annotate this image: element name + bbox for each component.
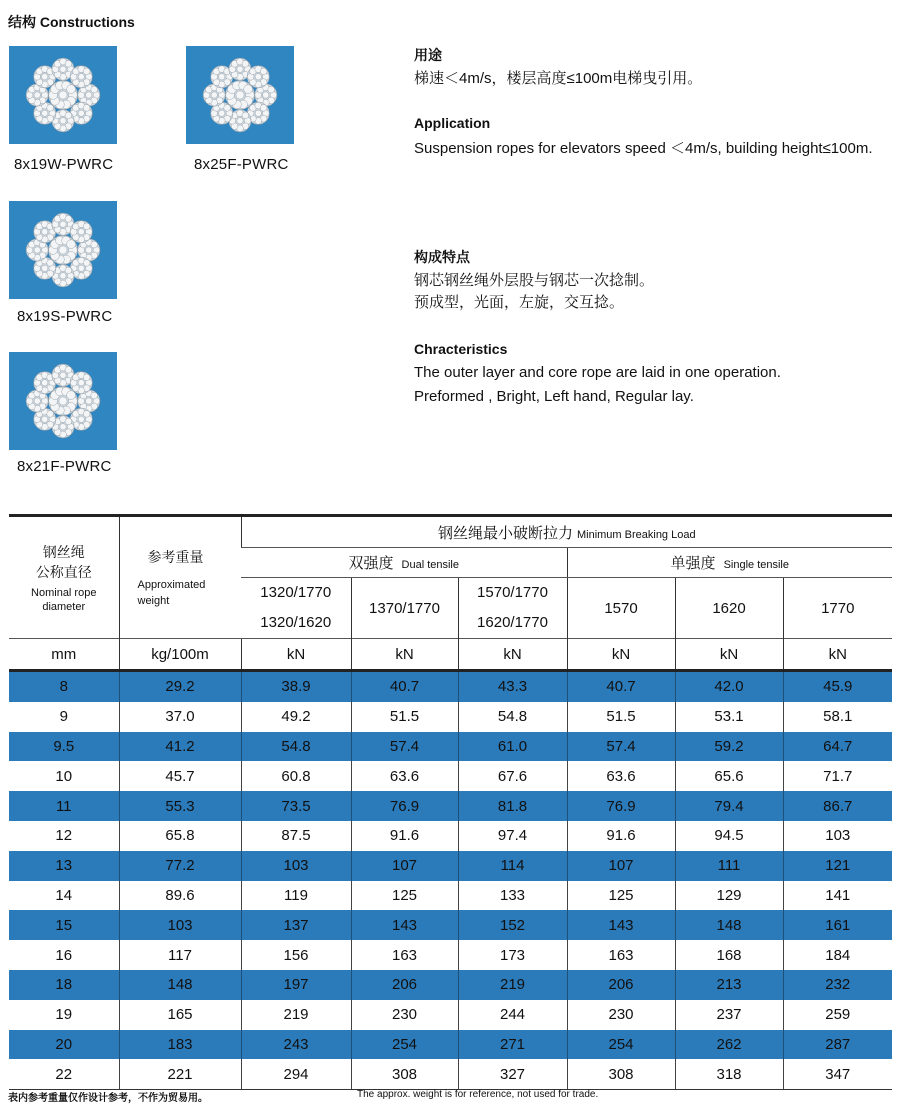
load-cell: 114	[458, 851, 567, 881]
load-cell: 152	[458, 910, 567, 940]
units-row	[9, 639, 892, 671]
diameter-cell: 13	[9, 851, 119, 881]
load-cell: 94.5	[675, 821, 783, 851]
weight-cell: 89.6	[119, 881, 241, 911]
unit-cell: kN	[567, 639, 675, 671]
grade-label: 1320/1620	[260, 614, 332, 631]
features-line1-cn: 钢芯钢丝绳外层股与钢芯一次捻制。	[414, 272, 655, 289]
table-row	[9, 910, 892, 940]
load-cell: 143	[351, 910, 458, 940]
load-cell: 111	[675, 851, 783, 881]
load-cell: 51.5	[351, 702, 458, 732]
load-cell: 230	[351, 1000, 458, 1030]
features-title-cn: 构成特点	[414, 249, 470, 265]
weight-cell: 77.2	[119, 851, 241, 881]
load-cell: 49.2	[241, 702, 351, 732]
header-approx-weight	[119, 516, 241, 639]
table-row	[9, 791, 892, 821]
load-cell: 81.8	[458, 791, 567, 821]
load-cell: 219	[458, 970, 567, 1000]
usage-text-cn: 梯速＜4m/s，楼层高度≤100m电梯曳引用。	[414, 70, 703, 87]
load-cell: 259	[783, 1000, 892, 1030]
load-cell: 232	[783, 970, 892, 1000]
diameter-cell: 15	[9, 910, 119, 940]
breaking-load-table	[9, 514, 892, 1090]
load-cell: 54.8	[241, 732, 351, 762]
load-cell: 133	[458, 881, 567, 911]
load-cell: 40.7	[567, 671, 675, 702]
header-en: Single tensile	[723, 559, 789, 571]
diameter-cell: 16	[55, 946, 73, 964]
load-cell: 42.0	[675, 671, 783, 702]
rope-image-8x19w	[9, 46, 117, 144]
rope-cross-section-icon	[197, 52, 283, 138]
header-grade: 1570	[567, 578, 675, 639]
table-row	[9, 732, 892, 762]
load-cell: 76.9	[567, 791, 675, 821]
load-cell: 76.9	[351, 791, 458, 821]
table-row	[9, 702, 892, 732]
rope-image-8x21f	[9, 352, 117, 450]
application-title: Application	[414, 115, 491, 131]
table-row	[9, 1059, 892, 1089]
usage-title-cn: 用途	[414, 47, 442, 63]
header-en: Minimum Breaking Load	[576, 528, 696, 541]
header-dual-tensile	[241, 548, 567, 578]
diameter-cell: 8	[9, 671, 119, 702]
load-cell: 206	[567, 970, 675, 1000]
load-cell: 184	[783, 940, 892, 970]
load-cell: 107	[351, 851, 458, 881]
footer-note-en: The approx. weight is for reference, not used for trade.	[357, 1089, 599, 1100]
load-cell: 38.9	[241, 671, 351, 702]
diameter-cell: 12	[55, 827, 73, 845]
weight-cell: 117	[119, 940, 241, 970]
rope-cross-section-icon	[20, 207, 106, 293]
table-row	[9, 1000, 892, 1030]
rope-cross-section-icon	[20, 358, 106, 444]
load-cell: 148	[675, 910, 783, 940]
header-grade	[458, 578, 567, 639]
grade-label: 1570/1770	[477, 584, 548, 601]
weight-cell: 65.8	[119, 821, 241, 851]
load-cell: 86.7	[783, 791, 892, 821]
header-cn: 钢丝绳	[42, 543, 85, 560]
load-cell: 141	[783, 881, 892, 911]
header-nominal-diameter	[9, 516, 119, 639]
load-cell: 60.8	[241, 761, 351, 791]
table-row	[9, 761, 892, 791]
rope-label: 8x25F-PWRC	[194, 156, 289, 173]
load-cell: 213	[675, 970, 783, 1000]
load-cell: 97.4	[458, 821, 567, 851]
rope-label: 8x21F-PWRC	[17, 458, 112, 475]
header-grade	[241, 578, 351, 639]
footer-note-cn: 表内参考重量仅作设计参考，不作为贸易用。	[8, 1093, 208, 1104]
load-cell: 51.5	[567, 702, 675, 732]
load-cell: 107	[567, 851, 675, 881]
load-cell: 58.1	[783, 702, 892, 732]
load-cell: 287	[783, 1030, 892, 1060]
load-cell: 79.4	[675, 791, 783, 821]
table-row	[9, 851, 892, 881]
load-cell: 308	[351, 1059, 458, 1089]
unit-cell: kN	[675, 639, 783, 671]
load-cell: 125	[567, 881, 675, 911]
header-grade: 1770	[783, 578, 892, 639]
unit-cell: kg/100m	[119, 639, 241, 671]
load-cell: 73.5	[241, 791, 351, 821]
load-cell: 125	[351, 881, 458, 911]
weight-cell: 41.2	[119, 732, 241, 762]
diameter-cell: 20	[9, 1030, 119, 1060]
header-cn: 双强度	[348, 555, 394, 572]
table-row	[9, 970, 892, 1000]
diameter-cell: 18	[9, 970, 119, 1000]
diameter-cell: 14	[55, 886, 73, 904]
weight-cell: 148	[119, 970, 241, 1000]
diameter-cell: 22	[9, 1059, 119, 1089]
load-cell: 206	[351, 970, 458, 1000]
load-cell: 308	[567, 1059, 675, 1089]
diameter-cell: 11	[9, 791, 119, 821]
load-cell: 119	[241, 881, 351, 911]
load-cell: 173	[458, 940, 567, 970]
characteristics-line2: Preformed , Bright, Left hand, Regular lay.	[414, 388, 694, 405]
load-cell: 294	[241, 1059, 351, 1089]
weight-cell: 103	[119, 910, 241, 940]
load-cell: 262	[675, 1030, 783, 1060]
load-cell: 71.7	[783, 761, 892, 791]
characteristics-title: Chracteristics	[414, 341, 508, 357]
grade-label: 1620/1770	[477, 614, 548, 631]
load-cell: 243	[241, 1030, 351, 1060]
load-cell: 40.7	[351, 671, 458, 702]
unit-cell: mm	[9, 639, 119, 671]
header-cn: 钢丝绳最小破断拉力	[437, 524, 573, 542]
unit-cell: kN	[241, 639, 351, 671]
table-row	[9, 671, 892, 702]
load-cell: 45.9	[783, 671, 892, 702]
load-cell: 237	[675, 1000, 783, 1030]
load-cell: 57.4	[567, 732, 675, 762]
load-cell: 91.6	[351, 821, 458, 851]
load-cell: 103	[783, 821, 892, 851]
load-cell: 63.6	[567, 761, 675, 791]
load-cell: 59.2	[675, 732, 783, 762]
diameter-cell: 10	[55, 767, 73, 785]
weight-cell: 45.7	[119, 761, 241, 791]
load-cell: 121	[783, 851, 892, 881]
header-min-breaking-load	[241, 516, 892, 548]
application-text: Suspension ropes for elevators speed ＜4m/s, building height≤100m.	[414, 140, 873, 157]
load-cell: 163	[567, 940, 675, 970]
weight-cell: 55.3	[119, 791, 241, 821]
header-en: Nominal rope diameter	[31, 586, 97, 613]
unit-cell: kN	[458, 639, 567, 671]
load-cell: 129	[675, 881, 783, 911]
rope-cross-section-icon	[20, 52, 106, 138]
header-single-tensile	[567, 548, 892, 578]
load-cell: 244	[458, 1000, 567, 1030]
load-cell: 163	[351, 940, 458, 970]
load-cell: 54.8	[458, 702, 567, 732]
load-cell: 168	[675, 940, 783, 970]
load-cell: 137	[241, 910, 351, 940]
load-cell: 65.6	[675, 761, 783, 791]
load-cell: 87.5	[241, 821, 351, 851]
load-cell: 103	[241, 851, 351, 881]
rope-image-8x19s	[9, 201, 117, 299]
table-row	[9, 940, 892, 970]
header-cn: 参考重量	[147, 548, 204, 565]
load-cell: 53.1	[675, 702, 783, 732]
load-cell: 67.6	[458, 761, 567, 791]
load-cell: 156	[241, 940, 351, 970]
load-cell: 327	[458, 1059, 567, 1089]
weight-cell: 183	[119, 1030, 241, 1060]
diameter-cell: 19	[55, 1006, 73, 1024]
load-cell: 254	[567, 1030, 675, 1060]
rope-image-8x25f	[186, 46, 294, 144]
diameter-cell: 9	[59, 708, 68, 726]
rope-label: 8x19W-PWRC	[14, 156, 114, 173]
unit-cell: kN	[783, 639, 892, 671]
load-cell: 318	[675, 1059, 783, 1089]
header-grade: 1370/1770	[351, 578, 458, 639]
load-cell: 347	[783, 1059, 892, 1089]
weight-cell: 165	[119, 1000, 241, 1030]
constructions-title: 结构 Constructions	[8, 14, 135, 30]
load-cell: 254	[351, 1030, 458, 1060]
load-cell: 91.6	[567, 821, 675, 851]
load-cell: 143	[567, 910, 675, 940]
table-row	[9, 881, 892, 911]
diameter-cell: 9.5	[9, 732, 119, 762]
load-cell: 64.7	[783, 732, 892, 762]
load-cell: 197	[241, 970, 351, 1000]
table-row	[9, 1030, 892, 1060]
features-line2-cn: 预成型，光面，左旋，交互捻。	[414, 294, 625, 311]
load-cell: 63.6	[351, 761, 458, 791]
load-cell: 43.3	[458, 671, 567, 702]
grade-label: 1320/1770	[260, 584, 332, 601]
header-cn: 单强度	[670, 555, 716, 572]
load-cell: 161	[783, 910, 892, 940]
weight-cell: 37.0	[119, 702, 241, 732]
table-row	[9, 821, 892, 851]
header-en: Approximated weight	[137, 578, 206, 607]
rope-label: 8x19S-PWRC	[17, 308, 113, 325]
header-en: Dual tensile	[401, 559, 459, 571]
load-cell: 57.4	[351, 732, 458, 762]
unit-cell: kN	[351, 639, 458, 671]
header-cn: 公称直径	[35, 563, 92, 580]
load-cell: 61.0	[458, 732, 567, 762]
weight-cell: 29.2	[119, 671, 241, 702]
load-cell: 230	[567, 1000, 675, 1030]
header-grade: 1620	[675, 578, 783, 639]
characteristics-line1: The outer layer and core rope are laid in one operation.	[414, 364, 781, 381]
load-cell: 219	[241, 1000, 351, 1030]
load-cell: 271	[458, 1030, 567, 1060]
weight-cell: 221	[119, 1059, 241, 1089]
